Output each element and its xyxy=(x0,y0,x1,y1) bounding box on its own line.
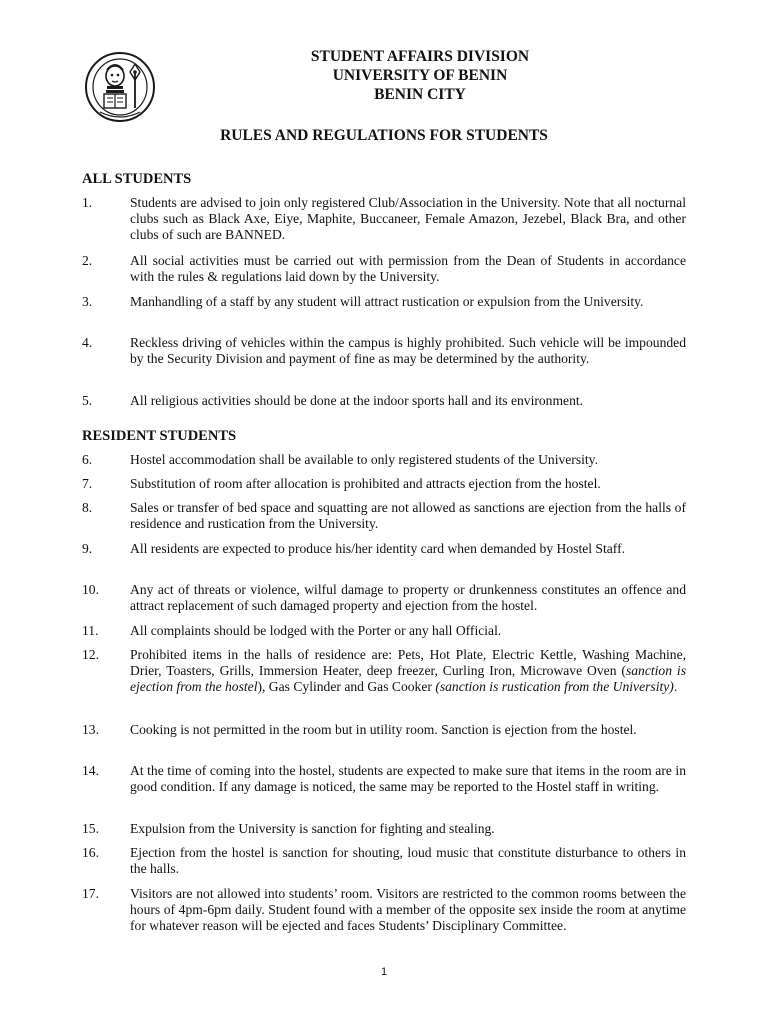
rule-item xyxy=(82,541,686,557)
rule-number: 14. xyxy=(82,763,99,778)
rule-number: 12. xyxy=(82,647,99,662)
rule-number: 1. xyxy=(82,195,93,210)
rule-number: 13. xyxy=(82,722,99,737)
rule-number: 2. xyxy=(82,253,93,268)
rule-text: Students are advised to join only registered Club/Association in the University. Note that all nocturnal clubs such as Black Axe, Eiye, Maphite, Buccaneer, Female Amazon, Jezebel, Black Bra, and other clubs of such are BANNED. xyxy=(130,195,686,243)
rule-number: 8. xyxy=(82,500,93,515)
rule-number: 10. xyxy=(82,582,99,597)
rule-text: Sales or transfer of bed space and squatting are not allowed as sanctions are ejection from the halls of residence and rustication from the University. xyxy=(130,500,686,532)
rule-text-part: . xyxy=(673,679,678,695)
section-heading-resident-students: RESIDENT STUDENTS xyxy=(82,428,237,444)
rule-item xyxy=(82,500,686,532)
rule-item xyxy=(82,763,686,795)
rule-item xyxy=(82,582,686,614)
page-number: 1 xyxy=(380,966,388,978)
rule-number: 17. xyxy=(82,886,99,901)
rule-item xyxy=(82,294,686,310)
rule-item xyxy=(82,335,686,367)
rule-sanction-ejection: sanction is ejection from the hostel xyxy=(130,663,686,695)
rule-text: Manhandling of a staff by any student will attract rustication or expulsion from the University. xyxy=(130,294,644,309)
header-division: STUDENT AFFAIRS DIVISION xyxy=(310,48,530,65)
rule-item xyxy=(82,722,686,738)
rule-text: Ejection from the hostel is sanction for shouting, loud music that constitute disturbance to others in the halls. xyxy=(130,845,686,877)
rule-text: At the time of coming into the hostel, students are expected to make sure that items in the room are in good condition. If any damage is noticed, the same may be reported to the Hostel staff in writing. xyxy=(130,763,686,795)
rule-number: 3. xyxy=(82,294,93,309)
rule-number: 9. xyxy=(82,541,93,556)
rule-number: 5. xyxy=(82,393,93,408)
document-title: RULES AND REGULATIONS FOR STUDENTS xyxy=(220,127,548,144)
rule-text: All complaints should be lodged with the Porter or any hall Official. xyxy=(130,623,502,638)
rule-item xyxy=(82,253,686,285)
rule-text-part: Prohibited items in the halls of residence are: Pets, Hot Plate, Electric Kettle, Washing Machine, Drier, Toasters, Grills, Immersion Heater, deep freezer, Curling Iron, Microwave Oven ( xyxy=(130,647,686,679)
rule-number: 11. xyxy=(82,623,99,638)
rule-number: 16. xyxy=(82,845,99,860)
rule-item xyxy=(82,476,686,492)
rule-text: All residents are expected to produce his/her identity card when demanded by Hostel Staff. xyxy=(130,541,626,556)
rule-text xyxy=(130,647,686,696)
rule-text: Expulsion from the University is sanction for fighting and stealing. xyxy=(130,821,495,836)
rule-item xyxy=(82,195,686,244)
rule-text: Hostel accommodation shall be available to only registered students of the University. xyxy=(130,452,598,467)
rule-item xyxy=(82,845,686,877)
rule-number: 15. xyxy=(82,821,99,836)
rule-text: Any act of threats or violence, wilful damage to property or drunkenness constitutes an offence and attract replacement of such damaged property and ejection from the hostel. xyxy=(130,582,686,614)
university-crest-logo xyxy=(82,50,158,128)
rule-text: Visitors are not allowed into students’ room. Visitors are restricted to the common rooms between the hours of 4pm-6pm daily. Student found with a member of the opposite sex inside the room at anytime for whatever reason will be ejected and faces Students’ Disciplinary Committee. xyxy=(130,886,686,934)
rule-text: Reckless driving of vehicles within the campus is highly prohibited. Such vehicle will be impounded by the Security Division and payment of fine as may be determined by the authority. xyxy=(130,335,686,367)
rule-text: Substitution of room after allocation is prohibited and attracts ejection from the hostel. xyxy=(130,476,601,491)
rule-number: 4. xyxy=(82,335,93,350)
rule-item xyxy=(82,393,686,409)
rule-number: 6. xyxy=(82,452,93,467)
rule-text: All religious activities should be done at the indoor sports hall and its environment. xyxy=(130,393,584,408)
document-header xyxy=(150,47,690,104)
rule-item xyxy=(82,886,686,935)
header-university: UNIVERSITY OF BENIN xyxy=(332,67,508,84)
rule-item xyxy=(82,452,686,468)
rule-item xyxy=(82,623,686,639)
rule-text: Cooking is not permitted in the room but in utility room. Sanction is ejection from the hostel. xyxy=(130,722,637,737)
rule-item xyxy=(82,647,686,696)
rule-text-part: ), Gas Cylinder and Gas Cooker xyxy=(257,679,436,695)
rule-text: All social activities must be carried out with permission from the Dean of Students in accordance with the rules & regulations laid down by the University. xyxy=(130,253,686,285)
rule-number: 7. xyxy=(82,476,93,491)
section-heading-all-students: ALL STUDENTS xyxy=(82,171,192,187)
header-city: BENIN CITY xyxy=(374,86,466,103)
rule-sanction-rustication: (sanction is rustication from the University) xyxy=(435,679,674,695)
rule-item xyxy=(82,821,686,837)
